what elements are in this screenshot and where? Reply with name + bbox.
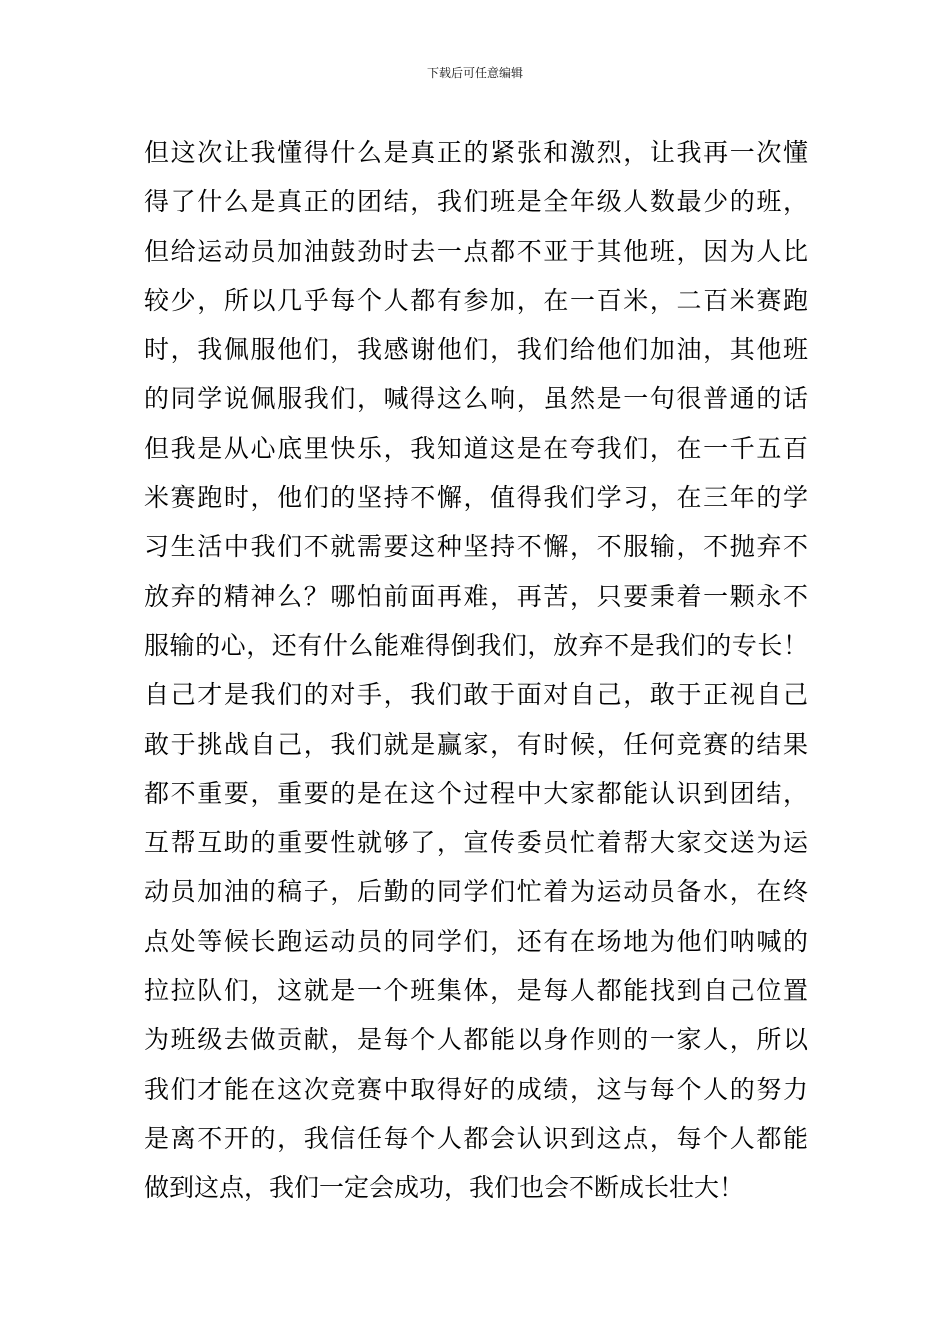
body-line: 自己才是我们的对手，我们敢于面对自己，敢于正视自己 [144, 680, 808, 710]
document-body [144, 128, 808, 1213]
body-line: 得了什么是真正的团结，我们班是全年级人数最少的班， [144, 187, 808, 217]
body-line: 点处等候长跑运动员的同学们，还有在场地为他们呐喊的 [144, 926, 808, 956]
body-line: 服输的心，还有什么能难得倒我们，放弃不是我们的专长！ [144, 630, 808, 660]
body-line: 我们才能在这次竞赛中取得好的成绩，这与每个人的努力 [144, 1074, 808, 1104]
page-header: 下载后可任意编辑 [426, 66, 523, 80]
body-line: 习生活中我们不就需要这种坚持不懈，不服输，不抛弃不 [144, 532, 808, 562]
body-line: 但给运动员加油鼓劲时去一点都不亚于其他班，因为人比 [144, 236, 808, 266]
body-line: 时，我佩服他们，我感谢他们，我们给他们加油，其他班 [144, 335, 808, 365]
body-line: 互帮互助的重要性就够了，宣传委员忙着帮大家交送为运 [144, 828, 808, 858]
body-line: 的同学说佩服我们，喊得这么响，虽然是一句很普通的话 [144, 384, 808, 414]
body-line: 米赛跑时，他们的坚持不懈，值得我们学习，在三年的学 [144, 483, 808, 513]
body-line: 做到这点，我们一定会成功，我们也会不断成长壮大！ [144, 1173, 745, 1203]
body-line: 但我是从心底里快乐，我知道这是在夸我们，在一千五百 [144, 433, 808, 463]
body-line: 都不重要，重要的是在这个过程中大家都能认识到团结， [144, 778, 808, 808]
body-line: 较少，所以几乎每个人都有参加，在一百米，二百米赛跑 [144, 285, 808, 315]
body-line: 动员加油的稿子，后勤的同学们忙着为运动员备水，在终 [144, 877, 808, 907]
body-line: 拉拉队们，这就是一个班集体，是每人都能找到自己位置 [144, 976, 808, 1006]
body-line: 但这次让我懂得什么是真正的紧张和激烈，让我再一次懂 [144, 138, 808, 167]
body-line: 放弃的精神么？哪怕前面再难，再苦，只要秉着一颗永不 [144, 581, 808, 611]
body-line: 敢于挑战自己，我们就是赢家，有时候，任何竞赛的结果 [144, 729, 808, 759]
body-line: 是离不开的，我信任每个人都会认识到这点，每个人都能 [144, 1123, 808, 1153]
body-line: 为班级去做贡献，是每个人都能以身作则的一家人，所以 [144, 1025, 808, 1055]
